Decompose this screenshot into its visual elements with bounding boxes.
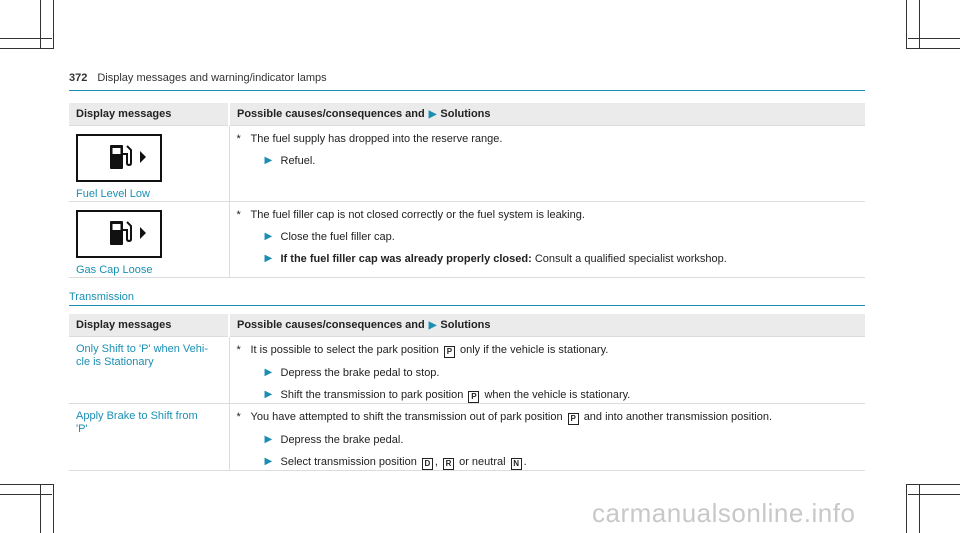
park-position-symbol: P bbox=[444, 346, 455, 358]
message-cell bbox=[69, 404, 229, 471]
crop-mark bbox=[908, 38, 960, 39]
arrow-icon: ▶ bbox=[264, 389, 273, 400]
crop-mark bbox=[906, 485, 907, 533]
message-cell bbox=[69, 202, 229, 278]
crop-mark bbox=[908, 494, 960, 495]
section-rule bbox=[69, 305, 865, 306]
solution-step: ▶ If the fuel filler cap was already properly closed: Consult a qualified specialist workshop. bbox=[264, 253, 727, 265]
header-rule bbox=[69, 90, 865, 91]
solution-step: ▶ Depress the brake pedal to stop. bbox=[264, 367, 440, 379]
column-header-solutions: Possible causes/consequences and ▶ Solutions bbox=[229, 314, 865, 337]
transmission-messages-table bbox=[69, 314, 865, 471]
cause-text: * The fuel supply has dropped into the reserve range. bbox=[236, 133, 503, 145]
crop-mark bbox=[0, 494, 52, 495]
column-header-solutions: Possible causes/consequences and ▶ Solutions bbox=[229, 103, 865, 126]
solution-step: ▶ Depress the brake pedal. bbox=[264, 434, 404, 446]
crop-mark bbox=[906, 48, 960, 49]
arrow-icon: ▶ bbox=[264, 434, 273, 445]
page-title: Display messages and warning/indicator lamps bbox=[97, 72, 327, 84]
arrow-icon: ▶ bbox=[264, 155, 273, 166]
table-row bbox=[69, 202, 865, 278]
fuel-pump-icon bbox=[76, 210, 162, 258]
crop-mark bbox=[53, 0, 54, 48]
message-label: cle is Stationary bbox=[76, 356, 154, 368]
neutral-position-symbol: N bbox=[511, 458, 522, 470]
crop-mark bbox=[906, 484, 960, 485]
solution-cell bbox=[229, 404, 865, 471]
solution-cell bbox=[229, 202, 865, 278]
solution-cell bbox=[229, 337, 865, 404]
crop-mark bbox=[0, 38, 52, 39]
message-cell bbox=[69, 337, 229, 404]
table-row bbox=[69, 126, 865, 202]
column-header-display-messages: Display messages bbox=[69, 103, 229, 126]
cause-text: * You have attempted to shift the transmission out of park position P and into another transmission position. bbox=[236, 411, 773, 423]
solution-step: ▶ Close the fuel filler cap. bbox=[264, 231, 395, 243]
message-cell bbox=[69, 126, 229, 202]
crop-mark bbox=[40, 0, 41, 48]
solution-cell bbox=[229, 126, 865, 202]
park-position-symbol: P bbox=[468, 391, 479, 403]
crop-mark bbox=[0, 484, 54, 485]
column-header-display-messages: Display messages bbox=[69, 314, 229, 337]
table-row bbox=[69, 404, 865, 471]
arrow-icon: ▶ bbox=[264, 456, 273, 467]
solution-step: ▶ Select transmission position D , R or neutral N . bbox=[264, 456, 527, 468]
solution-step: ▶ Refuel. bbox=[264, 155, 316, 167]
page-number: 372 bbox=[69, 72, 88, 84]
page-header bbox=[69, 72, 327, 84]
drive-position-symbol: D bbox=[422, 458, 433, 470]
crop-mark bbox=[53, 485, 54, 533]
table-row bbox=[69, 337, 865, 404]
message-label: Only Shift to 'P' when Vehi- bbox=[76, 343, 208, 355]
crop-mark bbox=[40, 485, 41, 533]
crop-mark bbox=[0, 48, 54, 49]
fuel-pump-icon bbox=[76, 134, 162, 182]
message-label: Apply Brake to Shift from bbox=[76, 410, 198, 422]
message-label: Gas Cap Loose bbox=[76, 264, 153, 276]
arrow-icon: ▶ bbox=[264, 367, 273, 378]
cause-text: * The fuel filler cap is not closed correctly or the fuel system is leaking. bbox=[236, 209, 585, 221]
arrow-icon: ▶ bbox=[264, 253, 273, 264]
message-label: Fuel Level Low bbox=[76, 188, 150, 200]
reverse-position-symbol: R bbox=[443, 458, 454, 470]
park-position-symbol: P bbox=[568, 413, 579, 425]
crop-mark bbox=[906, 0, 907, 48]
arrow-icon: ▶ bbox=[428, 109, 437, 120]
message-label: 'P' bbox=[76, 423, 88, 435]
crop-mark bbox=[919, 485, 920, 533]
crop-mark bbox=[919, 0, 920, 48]
watermark: carmanualsonline.info bbox=[592, 498, 856, 528]
arrow-icon: ▶ bbox=[264, 231, 273, 242]
arrow-icon: ▶ bbox=[428, 320, 437, 331]
solution-step: ▶ Shift the transmission to park position P when the vehicle is stationary. bbox=[264, 389, 631, 401]
fuel-messages-table bbox=[69, 103, 865, 278]
cause-text: * It is possible to select the park position P only if the vehicle is stationary. bbox=[236, 344, 609, 356]
section-title: Transmission bbox=[69, 291, 134, 303]
